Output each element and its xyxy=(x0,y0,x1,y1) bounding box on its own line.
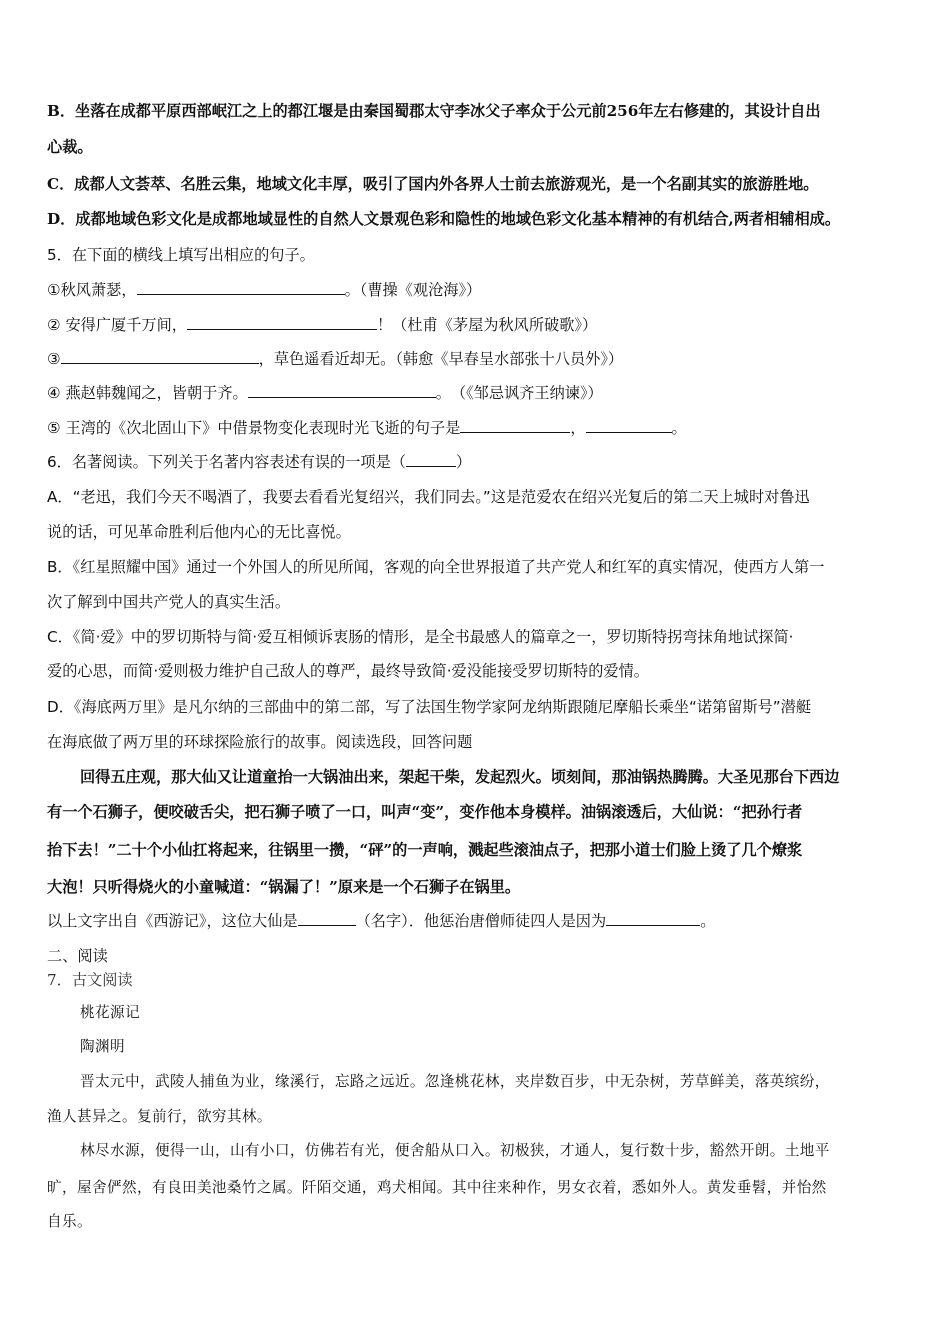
q6-stem xyxy=(47,452,471,472)
q5-item-1-suffix: 。（曹操《观沧海》） xyxy=(344,281,482,299)
q5-item-3-blank[interactable] xyxy=(61,349,259,364)
xiyouji-passage-line4: 大泡！只听得烧火的小童喊道：“锅漏了！”原来是一个石狮子在锅里。 xyxy=(47,878,521,896)
passage-line-2: 渔人甚异之。复前行，欲穷其林。 xyxy=(47,1108,272,1125)
q5-item-4 xyxy=(47,383,603,403)
q4-option-c: C．成都人文荟萃、名胜云集，地域文化丰厚，吸引了国内外各界人士前去旅游观光，是一个名副其实的旅游胜地。 xyxy=(47,175,819,193)
q6-answer-blank[interactable] xyxy=(406,452,456,467)
q6-option-b-line1: B．《红星照耀中国》通过一个外国人的所见所闻，客观的向全世界报道了共产党人和红军的真实情况，使西方人第一 xyxy=(47,558,825,576)
q5-item-4-blank[interactable] xyxy=(248,383,436,398)
xiyouji-passage-line2: 有一个石狮子，便咬破舌尖，把石狮子喷了一口，叫声“变”，变作他本身模样。油锅滚透后，大仙说：“把孙行者 xyxy=(47,803,803,821)
xiyouji-question xyxy=(47,911,715,931)
q4-option-b-line2: 心裁。 xyxy=(47,138,93,156)
q5-item-5-prefix: ⑤ 王湾的《次北固山下》中借景物变化表现时光飞逝的句子是 xyxy=(47,419,461,437)
xiyouji-passage-line3: 抬下去！”二十个小仙扛将起来，往锅里一攒，“砰”的一声响，溅起些滚油点子，把那小道士们脸上烫了几个燎浆 xyxy=(47,841,803,859)
q5-item-3-suffix: ，草色遥看近却无。（韩愈《早春呈水部张十八员外》） xyxy=(258,350,624,368)
q6-option-b-line2: 次了解到中国共产党人的真实生活。 xyxy=(47,593,290,611)
q5-item-5 xyxy=(47,418,687,438)
q5-item-2-blank[interactable] xyxy=(187,315,377,330)
xiyouji-question-suffix: 。 xyxy=(700,912,716,930)
passage-title: 桃花源记 xyxy=(80,1004,140,1021)
passage-author: 陶渊明 xyxy=(80,1038,125,1055)
section-heading-reading: 二、阅读 xyxy=(47,947,108,965)
q6-option-c-line2: 爱的心思，而简·爱则极力维护自己敌人的尊严，最终导致简·爱没能接受罗切斯特的爱情。 xyxy=(47,662,649,680)
q7-stem: 7．古文阅读 xyxy=(47,971,133,989)
q6-stem-suffix: ） xyxy=(455,453,472,471)
xiyouji-question-mid: （名字）．他惩治唐僧师徒四人是因为 xyxy=(355,912,607,930)
q5-item-1-prefix: ①秋风萧瑟， xyxy=(47,281,137,299)
q5-item-3 xyxy=(47,349,623,369)
q5-item-2 xyxy=(47,315,597,335)
passage-line-4: 旷，屋舍俨然，有良田美池桑竹之属。阡陌交通，鸡犬相闻。其中往来种作，男女衣着，悉如外人。黄发垂髫，并怡然 xyxy=(47,1179,827,1196)
q5-item-1 xyxy=(47,280,481,300)
q4-option-b-line1: B．坐落在成都平原西部岷江之上的都江堰是由秦国蜀郡太守李冰父子率众于公元前256年左右修建的，其设计自出 xyxy=(47,102,821,120)
q5-item-2-suffix: ！（杜甫《茅屋为秋风所破歌》） xyxy=(376,316,598,334)
q6-option-a-line2: 说的话，可见革命胜利后他内心的无比喜悦。 xyxy=(47,523,351,541)
passage-line-3: 林尽水源，便得一山，山有小口，仿佛若有光，便舍船从口入。初极狭，才通人，复行数十步，豁然开朗。土地平 xyxy=(80,1142,830,1159)
q5-item-2-prefix: ② 安得广厦千万间， xyxy=(47,316,187,334)
q5-item-5-blank-1[interactable] xyxy=(460,418,570,433)
q5-item-1-blank[interactable] xyxy=(137,280,345,295)
q6-option-a-line1: A．“老迅，我们今天不喝酒了，我要去看看光复绍兴，我们同去。”这是范爱农在绍兴光复后的第二天上城时对鲁迅 xyxy=(47,488,810,506)
xiyouji-question-prefix: 以上文字出自《西游记》，这位大仙是 xyxy=(47,912,298,930)
q5-item-4-prefix: ④ 燕赵韩魏闻之，皆朝于齐。 xyxy=(47,384,248,402)
q6-option-c-line1: C．《简·爱》中的罗切斯特与简·爱互相倾诉衷肠的情形，是全书最感人的篇章之一，罗切斯特拐弯抹角地试探简· xyxy=(47,628,794,646)
q5-item-5-mid: ， xyxy=(570,419,586,437)
reason-blank[interactable] xyxy=(606,911,700,926)
passage-line-5: 自乐。 xyxy=(47,1213,92,1230)
q5-item-3-prefix: ③ xyxy=(47,350,61,368)
q5-stem: 5．在下面的横线上填写出相应的句子。 xyxy=(47,246,315,264)
q5-item-5-blank-2[interactable] xyxy=(586,418,672,433)
immortal-name-blank[interactable] xyxy=(298,911,356,926)
q5-item-5-suffix: 。 xyxy=(671,419,687,437)
q5-item-4-suffix: 。 （《邹忌讽齐王纳谏》） xyxy=(435,384,603,402)
q4-option-d: D．成都地域色彩文化是成都地域显性的自然人文景观色彩和隐性的地域色彩文化基本精神的有机结合,两者相辅相成。 xyxy=(47,210,841,228)
q6-option-d-line1: D．《海底两万里》是凡尔纳的三部曲中的第二部，写了法国生物学家阿龙纳斯跟随尼摩船长乘坐“诺第留斯号”潜艇 xyxy=(47,698,812,716)
q6-option-d-line2: 在海底做了两万里的环球探险旅行的故事。阅读选段，回答问题 xyxy=(47,733,473,751)
xiyouji-passage-line1: 回得五庄观，那大仙又让道童抬一大锅油出来，架起干柴，发起烈火。顷刻间，那油锅热腾腾。大圣见那台下西边 xyxy=(80,768,840,786)
q6-stem-prefix: 6．名著阅读。下列关于名著内容表述有误的一项是（ xyxy=(47,453,406,471)
passage-line-1: 晋太元中，武陵人捕鱼为业，缘溪行，忘路之远近。忽逢桃花林，夹岸数百步，中无杂树，芳草鲜美，落英缤纷， xyxy=(80,1073,830,1090)
